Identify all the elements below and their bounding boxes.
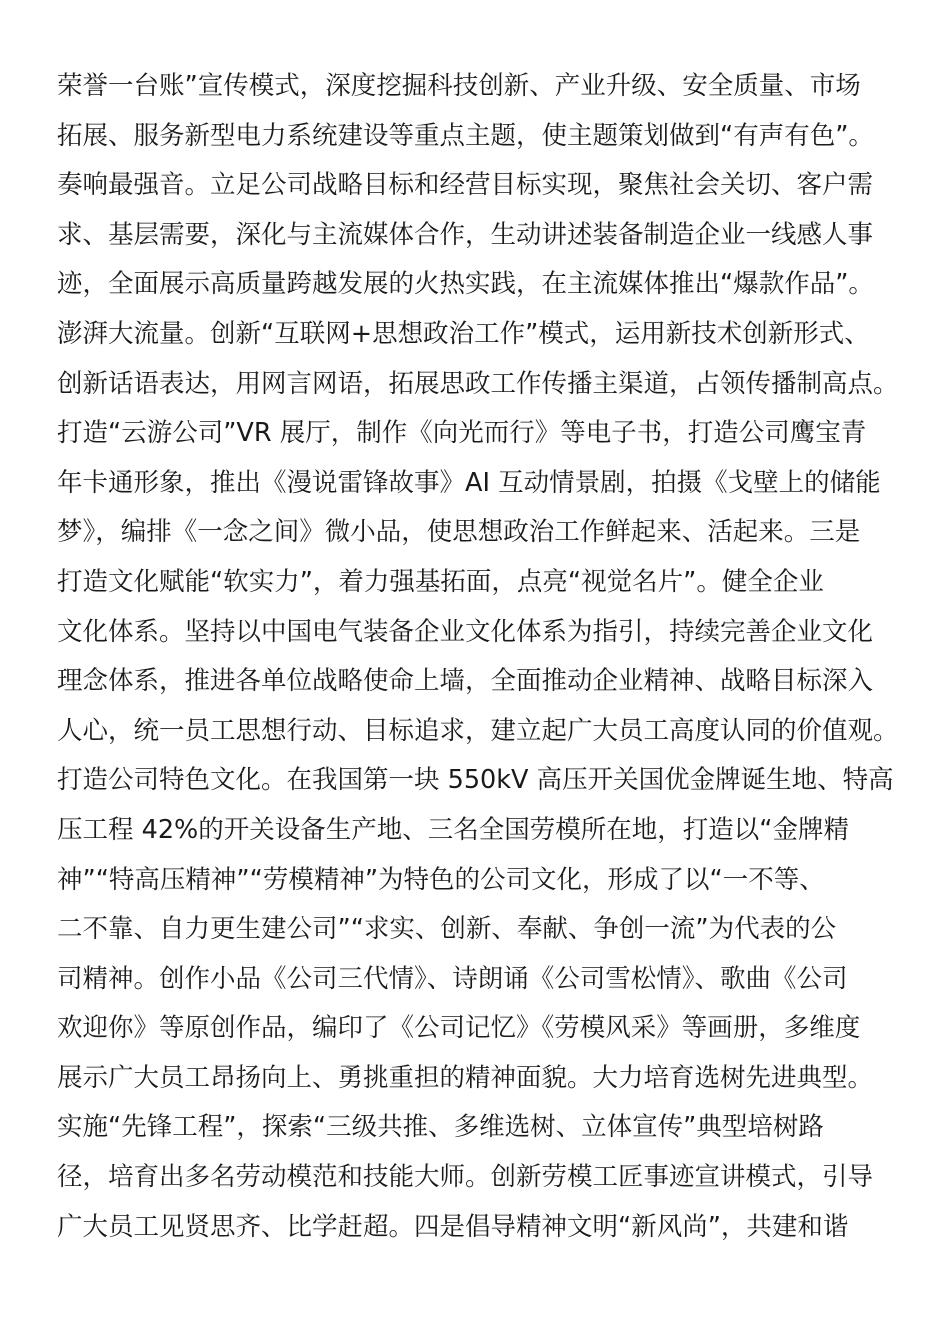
text-line: 奏响最强音。立足公司战略目标和经营目标实现，聚焦社会关切、客户需 [57,170,874,201]
text-line: 荣誉一台账”宣传模式，深度挖掘科技创新、产业升级、安全质量、市场 [57,71,861,101]
text-line: 神”“特高压精神”“劳模精神”为特色的公司文化，形成了以“一不等、 [57,864,825,895]
text-line: 打造文化赋能“软实力”，着力强基拓面，点亮“视觉名片”。健全企业 [57,566,824,597]
text-line: 梦》，编排《一念之间》微小品，使思想政治工作鲜起来、活起来。三是 [57,517,861,548]
text-line: 迹，全面展示高质量跨越发展的火热实践，在主流媒体推出“爆款作品”。 [57,269,874,300]
text-line: 求、基层需要，深化与主流媒体合作，生动讲述装备制造企业一线感人事 [57,219,874,250]
body-text [57,62,899,1252]
text-line: 广大员工见贤思齐、比学赶超。四是倡导精神文明“新风尚”，共建和谐 [57,1211,849,1242]
text-line: 文化体系。坚持以中国电气装备企业文化体系为指引，持续完善企业文化 [57,616,874,647]
text-line: 二不靠、自力更生建公司”“求实、创新、奉献、争创一流”为代表的公 [57,914,837,945]
text-line: 径，培育出多名劳动模范和技能大师。创新劳模工匠事迹宣讲模式，引导 [57,1162,874,1193]
text-line: 司精神。创作小品《公司三代情》、诗朗诵《公司雪松情》、歌曲《公司 [57,963,848,994]
text-line: 澎湃大流量。创新“互联网+思想政治工作”模式，运用新技术创新形式、 [57,318,870,349]
text-line: 实施“先锋工程”，探索“三级共推、多维选树、立体宣传”典型培树路 [57,1112,824,1143]
text-line: 人心，统一员工思想行动、目标追求，建立起广大员工高度认同的价值观。 [57,715,899,746]
text-line: 打造“云游公司”VR 展厅，制作《向光而行》等电子书，打造公司鹰宝青 [57,418,867,449]
text-line: 打造公司特色文化。在我国第一块 550kV 高压开关国优金牌诞生地、特高 [57,765,894,796]
text-line: 展示广大员工昂扬向上、勇挑重担的精神面貌。大力培育选树先进典型。 [57,1062,874,1093]
text-line: 年卡通形象，推出《漫说雷锋故事》AI 互动情景剧，拍摄《戈壁上的储能 [57,467,881,498]
text-line: 欢迎你》等原创作品，编印了《公司记忆》《劳模风采》等画册，多维度 [57,1013,861,1044]
text-line: 创新话语表达，用网言网语，拓展思政工作传播主渠道，占领传播制高点。 [57,368,899,399]
text-line: 理念体系，推进各单位战略使命上墙，全面推动企业精神、战略目标深入 [57,666,874,697]
text-line: 压工程 42%的开关设备生产地、三名全国劳模所在地，打造以“金牌精 [57,814,849,845]
text-line: 拓展、服务新型电力系统建设等重点主题，使主题策划做到“有声有色”。 [57,120,874,151]
